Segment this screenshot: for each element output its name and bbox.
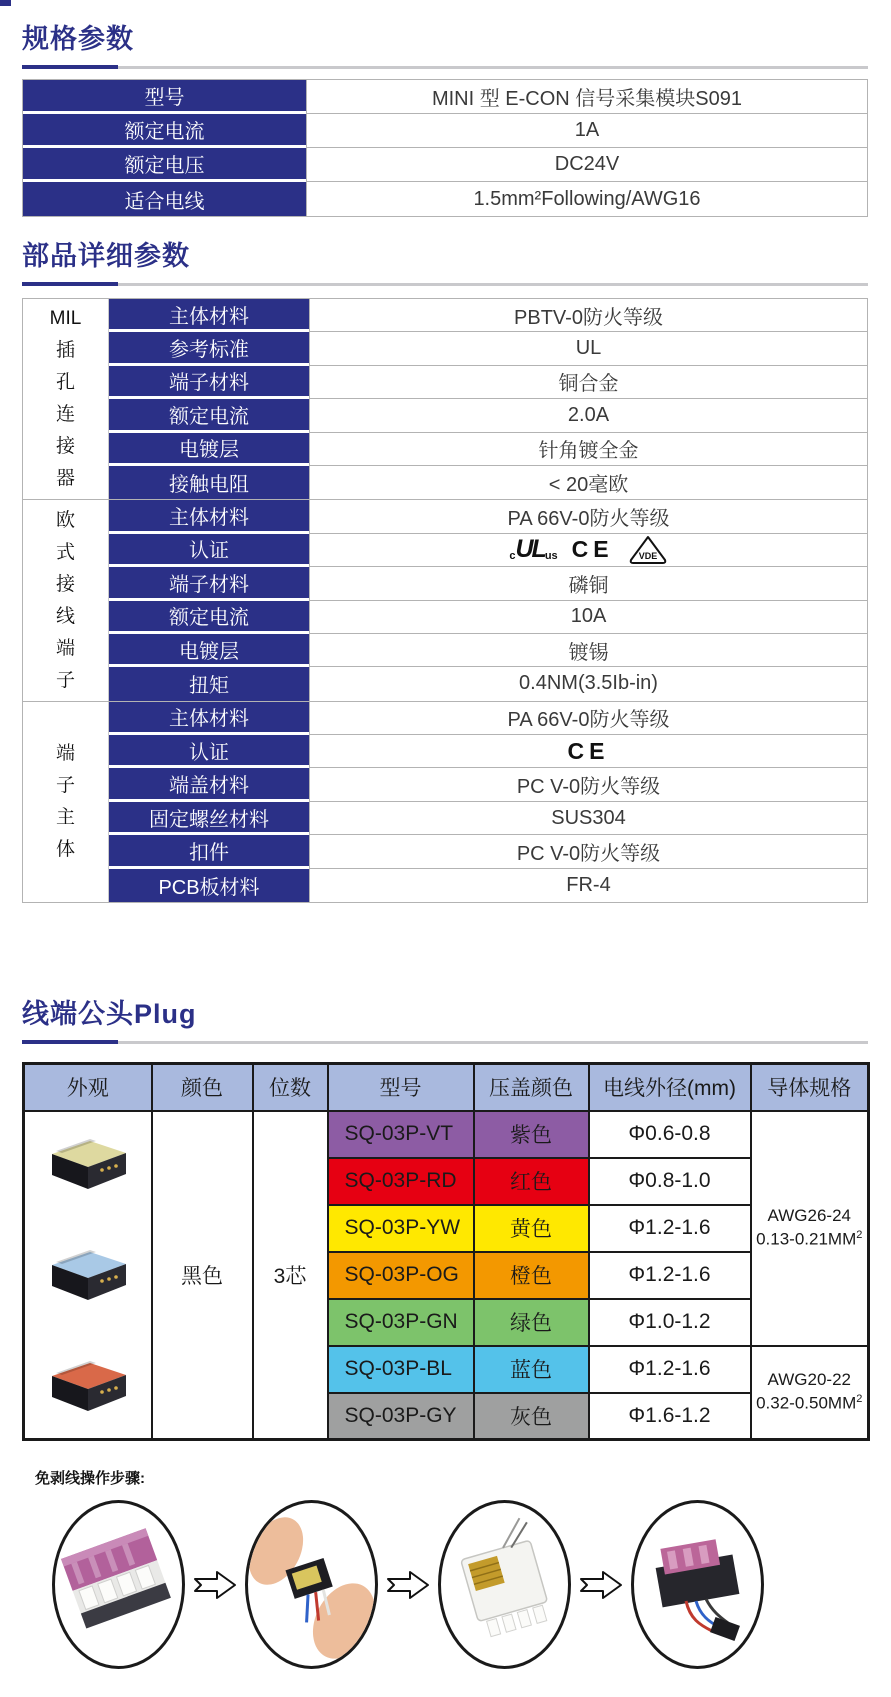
parts-row-label: 参考标准 xyxy=(109,332,309,365)
parts-row-label: 认证 xyxy=(109,735,309,768)
parts-row-value: PA 66V-0防火等级 xyxy=(309,702,867,735)
parts-row-label: 认证 xyxy=(109,534,309,567)
plug-cap-color-cell: 橙色 xyxy=(474,1252,589,1299)
conductor-spec-line1: AWG20-22 xyxy=(767,1370,851,1390)
section-underline xyxy=(22,65,868,69)
plug-wire-od-cell: Φ1.2-1.6 xyxy=(589,1205,751,1252)
parts-table xyxy=(22,298,868,903)
plug-appearance-photo xyxy=(36,1350,140,1416)
parts-row xyxy=(109,332,867,365)
conductor-spec-sup: 2 xyxy=(856,1392,863,1405)
plug-wire-od-cell: Φ1.2-1.6 xyxy=(589,1346,751,1393)
parts-group-3 xyxy=(23,702,867,902)
plug-conductor-spec-cell xyxy=(751,1111,869,1346)
plug-model-cell: SQ-03P-OG xyxy=(328,1252,474,1299)
section-underline xyxy=(22,282,868,286)
step-arrow-icon xyxy=(386,1570,430,1600)
parts-row-value xyxy=(309,735,867,768)
plug-model-cell: SQ-03P-GN xyxy=(328,1299,474,1346)
spec-row xyxy=(23,80,867,114)
parts-group-name: MIL 插 孔 连 接 器 xyxy=(49,308,82,490)
appearance-photo-stack xyxy=(25,1112,151,1439)
parts-row xyxy=(109,735,867,768)
spec-row xyxy=(23,182,867,216)
plug-header-row xyxy=(24,1064,869,1111)
connector-photo xyxy=(36,1128,140,1200)
parts-row-value: SUS304 xyxy=(309,802,867,835)
step-arrow-icon xyxy=(579,1570,623,1600)
parts-row xyxy=(109,667,867,700)
connector-photo xyxy=(36,1239,140,1311)
spec-row xyxy=(23,148,867,182)
parts-row xyxy=(109,634,867,667)
parts-row xyxy=(109,366,867,399)
parts-group-2 xyxy=(23,500,867,701)
parts-row xyxy=(109,702,867,735)
plug-shared-color-cell: 黑色 xyxy=(152,1111,253,1440)
conductor-spec-line1: AWG26-24 xyxy=(767,1205,851,1225)
parts-row-value: PC V-0防火等级 xyxy=(309,768,867,801)
plug-model-cell: SQ-03P-BL xyxy=(328,1346,474,1393)
parts-row-label: 扣件 xyxy=(109,835,309,868)
parts-row-value: 10A xyxy=(309,601,867,634)
steps-row xyxy=(52,1500,868,1669)
step-arrow-icon xyxy=(193,1570,237,1600)
ce-certification-icon: CE xyxy=(571,536,614,563)
plug-model-cell: SQ-03P-GY xyxy=(328,1393,474,1440)
plug-column-header: 导体规格 xyxy=(751,1064,869,1111)
parts-row xyxy=(109,433,867,466)
parts-row xyxy=(109,768,867,801)
spec-row-value: 1.5mm²Following/AWG16 xyxy=(306,182,867,216)
ul-certification-icon: cULus xyxy=(509,535,558,564)
plug-row xyxy=(24,1111,869,1158)
spec-row-label: 适合电线 xyxy=(23,182,306,216)
parts-row xyxy=(109,299,867,332)
parts-section-title: 部品详细参数 xyxy=(22,241,190,271)
parts-row-value xyxy=(309,534,867,567)
parts-row-value: PA 66V-0防火等级 xyxy=(309,500,867,533)
plug-wire-od-cell: Φ1.0-1.2 xyxy=(589,1299,751,1346)
parts-row-value: UL xyxy=(309,332,867,365)
plug-column-header: 电线外径(mm) xyxy=(589,1064,751,1111)
plug-wire-od-cell: Φ1.2-1.6 xyxy=(589,1252,751,1299)
parts-row-label: 电镀层 xyxy=(109,433,309,466)
parts-row-value: PC V-0防火等级 xyxy=(309,835,867,868)
plug-conductor-spec-cell xyxy=(751,1346,869,1440)
spec-row-value: DC24V xyxy=(306,148,867,182)
parts-row xyxy=(109,567,867,600)
spec-row-value: 1A xyxy=(306,114,867,148)
parts-group-1 xyxy=(23,299,867,500)
plug-cap-color-cell: 绿色 xyxy=(474,1299,589,1346)
spec-row-value: MINI 型 E-CON 信号采集模块S091 xyxy=(306,80,867,114)
plug-appearance-photo xyxy=(36,1128,140,1194)
parts-row-label: 固定螺丝材料 xyxy=(109,802,309,835)
plug-column-header: 型号 xyxy=(328,1064,474,1111)
conductor-spec-line2: 0.32-0.50MM xyxy=(756,1393,857,1413)
steps-label: 免剥线操作步骤: xyxy=(35,1470,145,1488)
step-photo-4 xyxy=(631,1500,764,1669)
spec-row xyxy=(23,114,867,148)
spec-table xyxy=(22,79,868,217)
plug-model-cell: SQ-03P-VT xyxy=(328,1111,474,1158)
parts-row xyxy=(109,399,867,432)
connector-photo xyxy=(36,1350,140,1422)
spec-row-label: 额定电压 xyxy=(23,148,306,182)
parts-row-label: 端子材料 xyxy=(109,366,309,399)
parts-row xyxy=(109,534,867,567)
parts-row xyxy=(109,466,867,499)
plug-column-header: 外观 xyxy=(24,1064,152,1111)
plug-column-header: 颜色 xyxy=(152,1064,253,1111)
vde-certification-icon xyxy=(628,535,668,565)
parts-row-label: 端子材料 xyxy=(109,567,309,600)
plug-cap-color-cell: 紫色 xyxy=(474,1111,589,1158)
plug-column-header: 压盖颜色 xyxy=(474,1064,589,1111)
plug-column-header: 位数 xyxy=(253,1064,328,1111)
parts-row-value: 针角镀全金 xyxy=(309,433,867,466)
plug-shared-positions-cell: 3芯 xyxy=(253,1111,328,1440)
parts-row xyxy=(109,601,867,634)
parts-row-label: 额定电流 xyxy=(109,399,309,432)
plug-cap-color-cell: 蓝色 xyxy=(474,1346,589,1393)
corner-accent-mark xyxy=(0,0,11,6)
parts-row-label: PCB板材料 xyxy=(109,869,309,902)
parts-row-value: FR-4 xyxy=(309,869,867,902)
spec-section-title: 规格参数 xyxy=(22,24,134,54)
plug-wire-od-cell: Φ0.6-0.8 xyxy=(589,1111,751,1158)
step-photo-1 xyxy=(52,1500,185,1669)
parts-group-name: 端 子 主 体 xyxy=(55,742,75,860)
parts-row-label: 电镀层 xyxy=(109,634,309,667)
parts-row-label: 主体材料 xyxy=(109,500,309,533)
plug-table xyxy=(22,1062,870,1441)
parts-row xyxy=(109,802,867,835)
step-photo-3 xyxy=(438,1500,571,1669)
parts-row-value: 2.0A xyxy=(309,399,867,432)
parts-row-label: 接触电阻 xyxy=(109,466,309,499)
plug-model-cell: SQ-03P-RD xyxy=(328,1158,474,1205)
parts-row-label: 主体材料 xyxy=(109,702,309,735)
plug-wire-od-cell: Φ0.8-1.0 xyxy=(589,1158,751,1205)
plug-wire-od-cell: Φ1.6-1.2 xyxy=(589,1393,751,1440)
plug-section-title: 线端公头Plug xyxy=(22,999,197,1030)
parts-row xyxy=(109,500,867,533)
parts-row-value: 铜合金 xyxy=(309,366,867,399)
plug-model-cell: SQ-03P-YW xyxy=(328,1205,474,1252)
spec-row-label: 额定电流 xyxy=(23,114,306,148)
parts-row-label: 主体材料 xyxy=(109,299,309,332)
plug-appearance-photo xyxy=(36,1239,140,1305)
plug-cap-color-cell: 灰色 xyxy=(474,1393,589,1440)
parts-row-label: 额定电流 xyxy=(109,601,309,634)
plug-appearance-cell xyxy=(24,1111,152,1440)
parts-row-value: PBTV-0防火等级 xyxy=(309,299,867,332)
ce-certification-icon: CE xyxy=(567,737,610,764)
svg-text:VDE: VDE xyxy=(638,550,657,561)
plug-cap-color-cell: 黄色 xyxy=(474,1205,589,1252)
parts-row xyxy=(109,835,867,868)
plug-cap-color-cell: 红色 xyxy=(474,1158,589,1205)
parts-row-value: 0.4NM(3.5Ib-in) xyxy=(309,667,867,700)
parts-row xyxy=(109,869,867,902)
parts-row-label: 端盖材料 xyxy=(109,768,309,801)
parts-row-label: 扭矩 xyxy=(109,667,309,700)
section-underline xyxy=(22,1040,868,1044)
spec-row-label: 型号 xyxy=(23,80,306,114)
parts-row-value: 磷铜 xyxy=(309,567,867,600)
parts-group-name: 欧 式 接 线 端 子 xyxy=(55,509,75,691)
parts-row-value: < 20毫欧 xyxy=(309,466,867,499)
step-photo-2 xyxy=(245,1500,378,1669)
parts-row-value: 镀锡 xyxy=(309,634,867,667)
conductor-spec-sup: 2 xyxy=(856,1228,863,1241)
conductor-spec-line2: 0.13-0.21MM xyxy=(756,1229,857,1249)
